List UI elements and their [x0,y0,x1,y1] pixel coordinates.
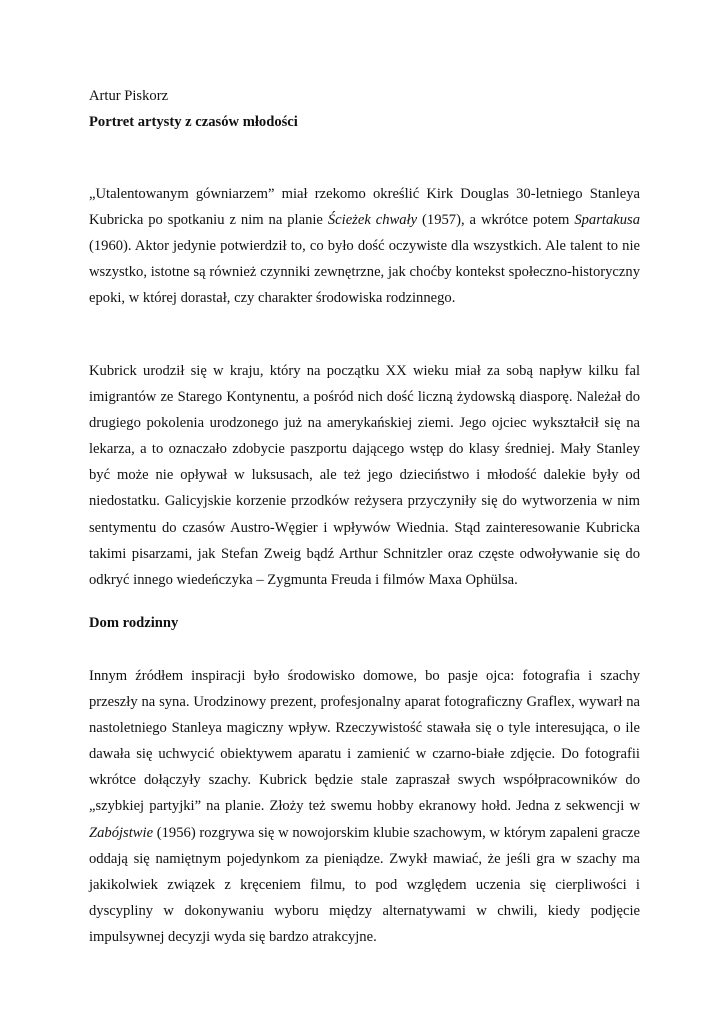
film-title-spartakusa: Spartakusa [574,212,640,229]
paragraph-intro-text-2: (1957), a wkrótce potem [417,212,575,229]
paragraph-background: Kubrick urodził się w kraju, który na początku XX wieku miał za sobą napływ kilku fal imigrantów ze Starego Kontynentu, a pośród nich dość liczną żydowską diasporę. Należał do drugiego pokolenia urodzonego już na amerykańskiej ziemi. Jego ojciec wykształcił się na lekarza, a to oznaczało zdobycie paszportu dającego wstęp do klasy średniej. Mały Stanley być może nie opływał w luksusach, ale też jego dzieciństwo i młodość dalekie były od niedostatku. Galicyjskie korzenie przodków reżysera przyczyniły się do wytworzenia w nim sentymentu do czasów Austro-Węgier i wpływów Wiednia. Stąd zainteresowanie Kubricka takimi pisarzami, jak Stefan Zweig bądź Arthur Schnitzler oraz częste odwoływanie się do odkryć innego wiedeńczyka – Zygmunta Freuda i filmów Maxa Ophülsa. [89,363,640,588]
document-page [89,83,640,945]
paragraph-intro-text-3: (1960). Aktor jedynie potwierdził to, co było dość oczywiste dla wszystkich. Ale talent to nie wszystko, istotne są również czynniki zewnętrzne, jak choćby kontekst społeczno-historyczny epoki, w której dorastał, czy charakter środowiska rodzinnego. [89,238,640,307]
paragraph-intro-text-1: „Utalentowanym gówniarzem” miał rzekomo określić Kirk Douglas 30-letniego Stanleya Kubricka po spotkaniu z nim na planie [89,186,640,229]
section-heading-dom-rodzinny: Dom rodzinny [89,615,179,631]
author-name: Artur Piskorz [89,88,169,104]
paragraph-intro [89,181,640,311]
paragraph-family [89,663,640,950]
film-title-zabojstwie: Zabójstwie [89,824,154,841]
paragraph-family-text-1: Innym źródłem inspiracji było środowisko domowe, bo pasje ojca: fotografia i szachy przeszły na syna. Urodzinowy prezent, profesjonalny aparat fotograficzny Graflex, wywarł na nastoletniego Stanleya magiczny wpływ. Rzeczywistość stawała się o tyle interesująca, o ile dawała się uchwycić obiektywem aparatu i zamienić w czarno-białe zdjęcie. Do fotografii wkrótce dołączyły szachy. Kubrick będzie stale zapraszał swych współpracowników do „szybkiej partyjki” na planie. Złoży też swemu hobby ekranowy hołd. Jedna z sekwencji w [89,668,640,815]
paragraph-family-text-2: (1956) rozgrywa się w nowojorskim klubie szachowym, w którym zapaleni gracze oddają się namiętnym pojedynkom za pieniądze. Zwykł mawiać, że jeśli gra w szachy ma jakikolwiek związek z kręceniem filmu, to pod względem uczenia się cierpliwości i dyscypliny w dokonywaniu wyboru między alternatywami w chwili, kiedy podjęcie impulsywnej decyzji wyda się bardzo atrakcyjne. [89,824,640,945]
film-title-sciezek-chwaly: Ścieżek chwały [327,212,418,229]
document-title: Portret artysty z czasów młodości [89,114,298,131]
